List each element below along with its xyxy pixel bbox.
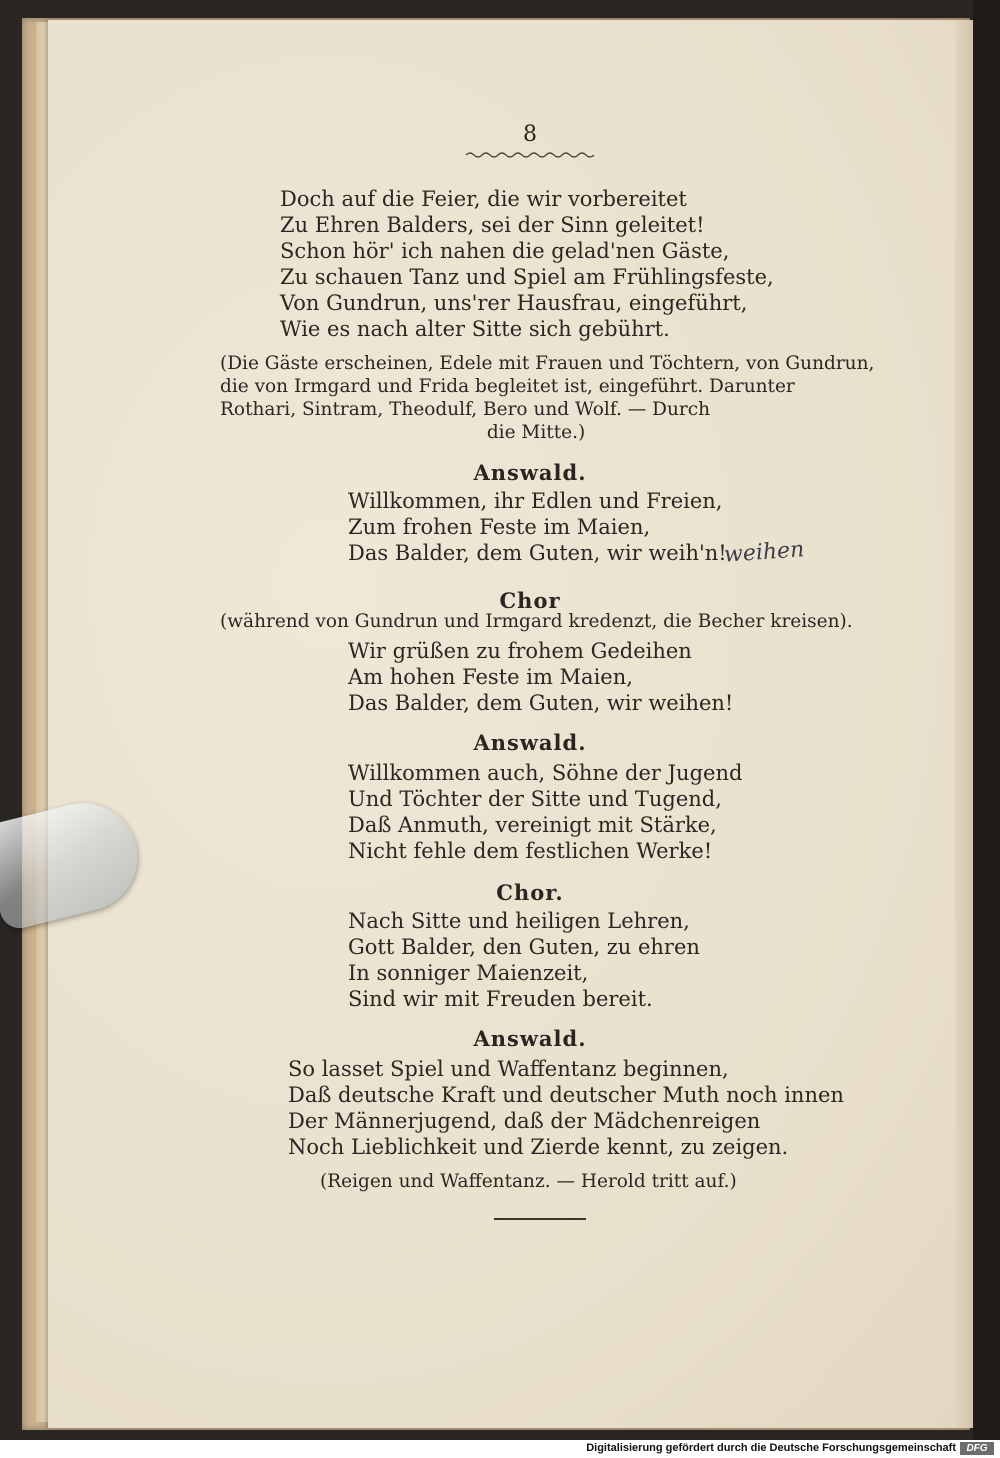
- speaker-heading: Chor: [499, 588, 561, 613]
- verse-line: Wie es nach alter Sitte sich gebührt.: [280, 317, 670, 341]
- verse-line: So lasset Spiel und Waffentanz beginnen,: [288, 1057, 729, 1081]
- verse-line: Schon hör' ich nahen die gelad'nen Gäste,: [280, 239, 730, 263]
- verse-line: Willkommen auch, Söhne der Jugend: [348, 761, 743, 785]
- stanza-intro: [280, 186, 774, 342]
- speaker-heading: Answald.: [473, 460, 587, 485]
- verse-line: Und Töchter der Sitte und Tugend,: [348, 787, 722, 811]
- funding-credit: Digitalisierung gefördert durch die Deutsche Forschungsgemeinschaft: [586, 1442, 956, 1454]
- speaker-heading: Chor.: [496, 880, 564, 905]
- stage-line: die Mitte.): [486, 422, 586, 443]
- verse-line: Das Balder, dem Guten, wir weih'n!: [348, 541, 727, 565]
- verse-line: Daß Anmuth, vereinigt mit Stärke,: [348, 813, 717, 837]
- verse-line: Noch Lieblichkeit und Zierde kennt, zu zeigen.: [288, 1135, 789, 1159]
- verse-line: Das Balder, dem Guten, wir weihen!: [348, 691, 734, 715]
- verse-block: [348, 760, 742, 864]
- stage-line: Rothari, Sintram, Theodulf, Bero und Wolf. — Durch: [220, 399, 711, 420]
- dfg-logo: DFG: [960, 1442, 994, 1455]
- speaker-heading: Answald.: [473, 730, 587, 755]
- verse-line: Von Gundrun, uns'rer Hausfrau, eingeführt,: [280, 291, 748, 315]
- stage-line: (Die Gäste erscheinen, Edele mit Frauen und Töchtern, von Gundrun,: [220, 353, 875, 374]
- verse-line: Nicht fehle dem festlichen Werke!: [348, 839, 713, 863]
- verse-line: Zu schauen Tanz und Spiel am Frühlingsfeste,: [280, 265, 774, 289]
- verse-line: Daß deutsche Kraft und deutscher Muth noch innen: [288, 1083, 844, 1107]
- verse-line: In sonniger Maienzeit,: [348, 961, 589, 985]
- verse-block: [288, 1056, 844, 1160]
- verse-line: Zum frohen Feste im Maien,: [348, 515, 651, 539]
- page-number: 8: [523, 122, 537, 147]
- verse-line: Gott Balder, den Guten, zu ehren: [348, 935, 700, 959]
- verse-line: Doch auf die Feier, die wir vorbereitet: [280, 187, 687, 211]
- verse-line: Willkommen, ihr Edlen und Freien,: [348, 489, 723, 513]
- stage-line: die von Irmgard und Frida begleitet ist, eingeführt. Darunter: [220, 376, 795, 397]
- verse-line: Der Männerjugend, daß der Mädchenreigen: [288, 1109, 761, 1133]
- scan-background: [973, 0, 1000, 1440]
- verse-block: [348, 638, 733, 716]
- stage-line: (während von Gundrun und Irmgard kredenzt, die Becher kreisen).: [220, 611, 853, 632]
- verse-line: Nach Sitte und heiligen Lehren,: [348, 909, 690, 933]
- stage-direction: [220, 610, 860, 633]
- ornament-wave: [466, 150, 594, 160]
- verse-line: Am hohen Feste im Maien,: [348, 665, 633, 689]
- end-rule: [494, 1218, 586, 1220]
- stage-line: (Reigen und Waffentanz. — Herold tritt auf.): [320, 1171, 737, 1192]
- verse-block: [348, 488, 727, 566]
- stage-direction: [320, 1170, 780, 1193]
- handwritten-annotation: weihen: [723, 537, 806, 568]
- footer-bar: [0, 1440, 1000, 1458]
- speaker-heading: Answald.: [473, 1026, 587, 1051]
- verse-line: Zu Ehren Balders, sei der Sinn geleitet!: [280, 213, 705, 237]
- verse-line: Wir grüßen zu frohem Gedeihen: [348, 639, 692, 663]
- verse-block: [348, 908, 700, 1012]
- stage-direction: [220, 352, 875, 444]
- page-gutter: [955, 20, 973, 1428]
- verse-line: Sind wir mit Freuden bereit.: [348, 987, 653, 1011]
